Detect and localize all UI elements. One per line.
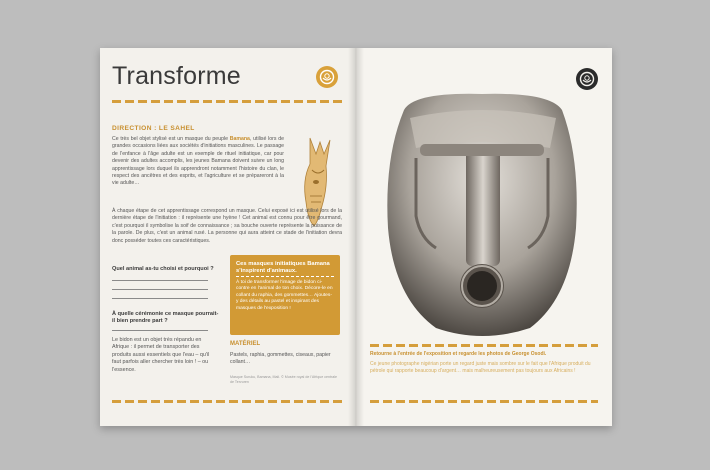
intro-paragraph (112, 136, 284, 188)
bidon-paragraph: Le bidon est un objet très répandu en Afrique : il permet de transporter des produits aussi essentiels que l'eau – qu'il faut parfois aller chercher très loin ! – ou l'essence. (112, 337, 210, 373)
answer-line[interactable] (112, 298, 208, 299)
jerrycan-mask-photo (380, 88, 584, 349)
materiel-text: Pastels, raphia, gommettes, ciseaux, papier collant… (230, 352, 331, 365)
medal-icon (576, 68, 598, 90)
callout-text: À toi de transformer l'image de bidon ci-contre en l'animal de ton choix. Décore-le en collant du raphia, des gommettes… Ajoutes-y des détails au pastel et inspirant des masques de l'exposition ! (236, 280, 333, 311)
materiel-title: MATÉRIEL (230, 341, 261, 347)
intro-text-start: Ce très bel objet stylisé est un masque du peuple (112, 136, 230, 142)
photo-credit: Masque Suruku, Bamana, Mali. © Musée royal de l'Afrique centrale de Tervuren (230, 375, 338, 384)
answer-line[interactable] (112, 280, 208, 281)
paragraph-two: À chaque étape de cet apprentissage correspond un masque. Celui exposé ici est utilisé lors de la dernière étape de l'initiation : il représente une hyène ! Cet animal est connu pour être gourmand, c'est pourquoi il symbolise la soif de connaissance ; sa bouche ouverte représente la puissance de la parole. De plus, c'est un animal rusé. La personne qui aura atteint ce stade de l'initiation devra donc posséder toutes ces caractéristiques. (112, 208, 342, 244)
question-two: À quelle cérémonie ce masque pourrait-il bien prendre part ? (112, 311, 219, 324)
bottom-divider (112, 400, 344, 403)
intro-text-end: , utilisé lors de grandes occasions liées aux sociétés d'initiations masculines. Le passage de l'enfance à l'âge adulte est un exemple de rituel initiatique, car pour devenir des adultes accomplis, les jeunes Bamana doivent suivre un long apprentissage lors duquel ils apprendront notamment l'histoire du clan, le respect des ancêtres et des esprits, et l'agriculture et se prépareront à la vie adulte… (112, 136, 284, 187)
intro-highlight: Bamana (229, 136, 250, 142)
left-page (100, 48, 356, 426)
answer-line[interactable] (112, 289, 208, 290)
booklet-spread (100, 48, 612, 426)
title-divider (112, 100, 344, 103)
caption-title: Retourne à l'entrée de l'exposition et regarde les photos de George Osodi. (370, 351, 547, 357)
question-one: Quel animal as-tu choisi et pourquoi ? (112, 266, 214, 272)
medal-icon (316, 66, 338, 88)
callout-title: Ces masques initiatiques Bamana s'inspirent d'animaux. (236, 261, 330, 274)
caption-divider (370, 344, 598, 347)
right-page (356, 48, 612, 426)
caption-text: Ce jeune photographe nigérian porte un regard juste mais sombre sur le fait que l'Afrique produit du pétrole qui rapporte beaucoup d'argent… mais malheureusement pas toujours aux Africains ! (370, 361, 591, 374)
answer-line[interactable] (112, 330, 208, 331)
activity-callout (230, 255, 340, 335)
bottom-divider (370, 400, 598, 403)
callout-divider (236, 276, 334, 277)
page-title: Transforme (112, 62, 241, 90)
section-title: DIRECTION : LE SAHEL (112, 125, 195, 132)
